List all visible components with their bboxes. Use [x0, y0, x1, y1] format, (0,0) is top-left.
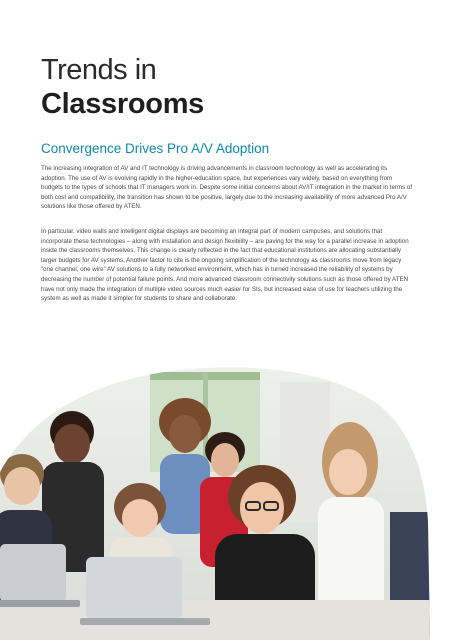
body-paragraph-1: The increasing integration of AV and IT technology is driving advancements in classroom technology as well as accelerating its adoption. The use of AV is evolving rapidly in the higher-education space, but experiences vary widely, based on everything from budgets to the types of schools that IT managers work in. Despite some initial concerns about AV/IT integration in the market in terms of both cost and compatibility, the transition has shown to be positive, largely due to the increasing availability of more advanced Pro A/V solutions like those offered by ATEN. [41, 165, 413, 211]
page-title-line1: Trends in [41, 54, 157, 86]
classroom-photo [0, 362, 452, 640]
page-title-line2: Classrooms [41, 88, 205, 120]
section-title: Convergence Drives Pro A/V Adoption [41, 141, 270, 156]
classroom-photo-illustration [0, 362, 452, 640]
body-paragraph-2: In particular, video walls and intelligent digital displays are becoming an integral part of modern campuses, and solutions that incorporate these technologies – along with installation and design flexibility – are paving for the way for a parallel increase in adoption inside the classrooms themselves. This change is clearly reflected in the fact that educational institutions are allocating substantially larger budgets for AV systems. Another factor to cite is the ongoing simplification of the technology as classrooms move from legacy “one channel, one wire” AV solutions to a fully networked environment, which has in turned increased the reliability of systems by decreasing the number of potential failure points. And more advanced classroom connectivity solutions such as those offered by ATEN have not only made the integration of multiple video sources much easier for SIs, but increased ease of use for teachers utilizing the system as well as made it simpler for students to share and collaborate. [41, 228, 409, 303]
